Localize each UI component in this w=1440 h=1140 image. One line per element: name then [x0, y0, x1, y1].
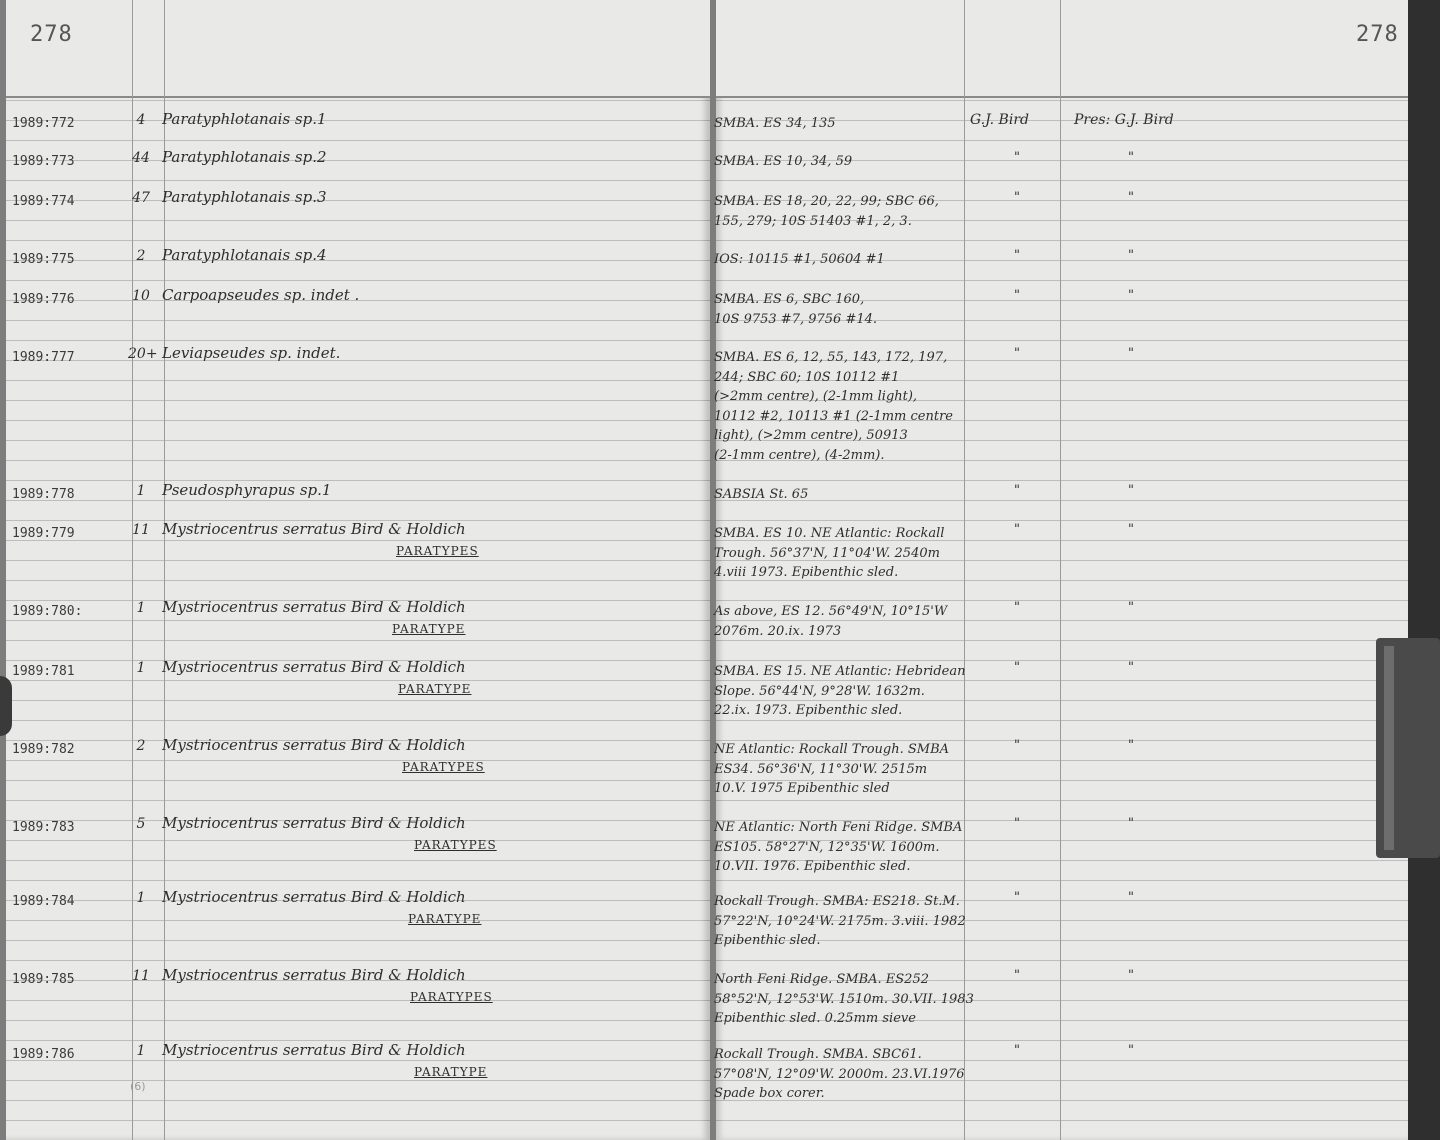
specimen-count: 11 — [132, 522, 150, 538]
locality-line: SMBA. ES 34, 135 — [714, 116, 836, 131]
register-number: 1989:782 — [12, 742, 75, 757]
taxon-name: Mystriocentrus serratus Bird & Holdich — [162, 814, 466, 832]
locality-line: Slope. 56°44'N, 9°28'W. 1632m. — [714, 683, 925, 699]
locality-line: Epibenthic sled. 0.25mm sieve — [714, 1011, 916, 1026]
presenter: " — [1128, 483, 1134, 498]
specimen-count: 1 — [136, 600, 146, 616]
left-header — [6, 0, 710, 98]
register-number: 1989:786 — [12, 1047, 75, 1062]
locality-line: 4.viii 1973. Epibenthic sled. — [714, 565, 899, 580]
rule-locality — [964, 0, 965, 1140]
taxon-name: Paratyphlotanais sp.2 — [162, 148, 327, 166]
specimen-count: 4 — [136, 112, 146, 128]
register-number: 1989:775 — [12, 252, 75, 267]
specimen-count: 47 — [132, 190, 150, 206]
specimen-count: 2 — [136, 738, 146, 754]
presenter: " — [1128, 288, 1134, 303]
locality-line: (2-1mm centre), (4-2mm). — [714, 447, 885, 463]
determiner: " — [1014, 190, 1020, 205]
locality-line: SMBA. ES 15. NE Atlantic: Hebridean — [714, 664, 966, 679]
determiner: G.J. Bird — [970, 112, 1029, 128]
bookmark-tab-inner — [1384, 646, 1394, 850]
locality-line: NE Atlantic: Rockall Trough. SMBA — [714, 742, 950, 757]
determiner: " — [1014, 816, 1020, 831]
register-number: 1989:785 — [12, 972, 75, 987]
specimen-count: 1 — [136, 890, 146, 906]
determiner: " — [1014, 522, 1020, 537]
locality-line: As above, ES 12. 56°49'N, 10°15'W — [714, 604, 948, 619]
page-number-left: 278 — [30, 22, 73, 47]
determiner: " — [1014, 150, 1020, 165]
register-number: 1989:773 — [12, 154, 75, 169]
locality-line: 10112 #2, 10113 #1 (2-1mm centre — [714, 408, 953, 424]
register-number: 1989:777 — [12, 350, 75, 365]
determiner: " — [1014, 248, 1020, 263]
determiner: " — [1014, 346, 1020, 361]
locality-line: (>2mm centre), (2-1mm light), — [714, 389, 918, 404]
specimen-count: 10 — [132, 288, 150, 304]
presenter: " — [1128, 816, 1134, 831]
determiner: " — [1014, 288, 1020, 303]
type-status: PARATYPE — [398, 682, 472, 696]
register-number: 1989:779 — [12, 526, 75, 541]
locality-line: SMBA. ES 6, 12, 55, 143, 172, 197, — [714, 350, 948, 365]
locality-line: 2076m. 20.ix. 1973 — [714, 623, 842, 639]
specimen-count: 5 — [136, 816, 146, 832]
specimen-count: 2 — [136, 248, 146, 264]
taxon-name: Leviapseudes sp. indet. — [162, 344, 341, 362]
type-status: PARATYPES — [396, 544, 479, 558]
taxon-name: Paratyphlotanais sp.4 — [162, 246, 327, 264]
taxon-name: Paratyphlotanais sp.1 — [162, 110, 327, 128]
presenter: " — [1128, 738, 1134, 753]
presenter: " — [1128, 660, 1134, 675]
locality-line: NE Atlantic: North Feni Ridge. SMBA — [714, 820, 963, 835]
presenter: " — [1128, 600, 1134, 615]
type-status: PARATYPE — [414, 1065, 488, 1079]
taxon-name: Paratyphlotanais sp.3 — [162, 188, 327, 206]
type-status: PARATYPES — [402, 760, 485, 774]
taxon-name: Carpoapseudes sp. indet . — [162, 286, 360, 304]
specimen-count: 1 — [136, 483, 146, 499]
binding-clip — [0, 676, 12, 736]
register-number: 1989:780: — [12, 604, 83, 619]
type-status: PARATYPES — [410, 990, 493, 1004]
taxon-name: Pseudosphyrapus sp.1 — [162, 481, 332, 499]
register-number: 1989:783 — [12, 820, 75, 835]
presenter: " — [1128, 248, 1134, 263]
presenter: " — [1128, 522, 1134, 537]
determiner: " — [1014, 1043, 1020, 1058]
taxon-name: Mystriocentrus serratus Bird & Holdich — [162, 1041, 466, 1059]
locality-line: 10.V. 1975 Epibenthic sled — [714, 781, 890, 796]
locality-line: 57°22'N, 10°24'W. 2175m. 3.viii. 1982 — [714, 913, 966, 929]
specimen-count: 1 — [136, 1043, 146, 1059]
locality-line: SMBA. ES 18, 20, 22, 99; SBC 66, — [714, 194, 939, 209]
specimen-count: 1 — [136, 660, 146, 676]
type-status: PARATYPES — [414, 838, 497, 852]
locality-line: 10.VII. 1976. Epibenthic sled. — [714, 859, 911, 874]
locality-line: Rockall Trough. SMBA. SBC61. — [714, 1047, 922, 1062]
rule-determiner — [1060, 0, 1061, 1140]
locality-line: IOS: 10115 #1, 50604 #1 — [714, 252, 885, 267]
locality-line: Rockall Trough. SMBA: ES218. St.M. — [714, 894, 960, 909]
determiner: " — [1014, 968, 1020, 983]
locality-line: light), (>2mm centre), 50913 — [714, 428, 908, 443]
locality-line: SMBA. ES 10, 34, 59 — [714, 154, 853, 169]
locality-line: Trough. 56°37'N, 11°04'W. 2540m — [714, 545, 940, 561]
locality-line: 22.ix. 1973. Epibenthic sled. — [714, 703, 903, 718]
locality-line: Epibenthic sled. — [714, 933, 821, 948]
register-number: 1989:781 — [12, 664, 75, 679]
taxon-name: Mystriocentrus serratus Bird & Holdich — [162, 888, 466, 906]
presenter: " — [1128, 150, 1134, 165]
locality-line: ES105. 58°27'N, 12°35'W. 1600m. — [714, 839, 940, 855]
type-status: PARATYPE — [392, 622, 466, 636]
register-number: 1989:772 — [12, 116, 75, 131]
presenter: " — [1128, 346, 1134, 361]
locality-line: North Feni Ridge. SMBA. ES252 — [714, 972, 929, 987]
locality-line: 155, 279; 10S 51403 #1, 2, 3. — [714, 213, 912, 229]
specimen-count: 11 — [132, 968, 150, 984]
specimen-count: 44 — [132, 150, 150, 166]
taxon-name: Mystriocentrus serratus Bird & Holdich — [162, 598, 466, 616]
specimen-count: 20+ — [128, 346, 158, 362]
locality-line: SMBA. ES 10. NE Atlantic: Rockall — [714, 526, 945, 541]
taxon-name: Mystriocentrus serratus Bird & Holdich — [162, 736, 466, 754]
locality-line: SABSIA St. 65 — [714, 487, 809, 502]
register-number: 1989:774 — [12, 194, 75, 209]
determiner: " — [1014, 600, 1020, 615]
presenter: " — [1128, 968, 1134, 983]
determiner: " — [1014, 890, 1020, 905]
determiner: " — [1014, 483, 1020, 498]
locality-line: 10S 9753 #7, 9756 #14. — [714, 311, 878, 327]
faint-mark: (6) — [130, 1080, 146, 1093]
taxon-name: Mystriocentrus serratus Bird & Holdich — [162, 658, 466, 676]
locality-line: 244; SBC 60; 10S 10112 #1 — [714, 369, 900, 385]
locality-line: ES34. 56°36'N, 11°30'W. 2515m — [714, 761, 928, 777]
page-number-right: 278 — [1356, 22, 1399, 47]
locality-line: 58°52'N, 12°53'W. 1510m. 30.VII. 1983 — [714, 991, 974, 1007]
register-number: 1989:776 — [12, 292, 75, 307]
presenter: Pres: G.J. Bird — [1074, 112, 1174, 128]
book-cover-edge — [1408, 0, 1440, 1140]
presenter: " — [1128, 890, 1134, 905]
presenter: " — [1128, 190, 1134, 205]
taxon-name: Mystriocentrus serratus Bird & Holdich — [162, 966, 466, 984]
presenter: " — [1128, 1043, 1134, 1058]
locality-line: Spade box corer. — [714, 1086, 825, 1101]
type-status: PARATYPE — [408, 912, 482, 926]
right-header — [716, 0, 1408, 98]
locality-line: 57°08'N, 12°09'W. 2000m. 23.VI.1976 — [714, 1066, 965, 1082]
determiner: " — [1014, 738, 1020, 753]
locality-line: SMBA. ES 6, SBC 160, — [714, 292, 865, 307]
register-number: 1989:784 — [12, 894, 75, 909]
taxon-name: Mystriocentrus serratus Bird & Holdich — [162, 520, 466, 538]
determiner: " — [1014, 660, 1020, 675]
register-number: 1989:778 — [12, 487, 75, 502]
